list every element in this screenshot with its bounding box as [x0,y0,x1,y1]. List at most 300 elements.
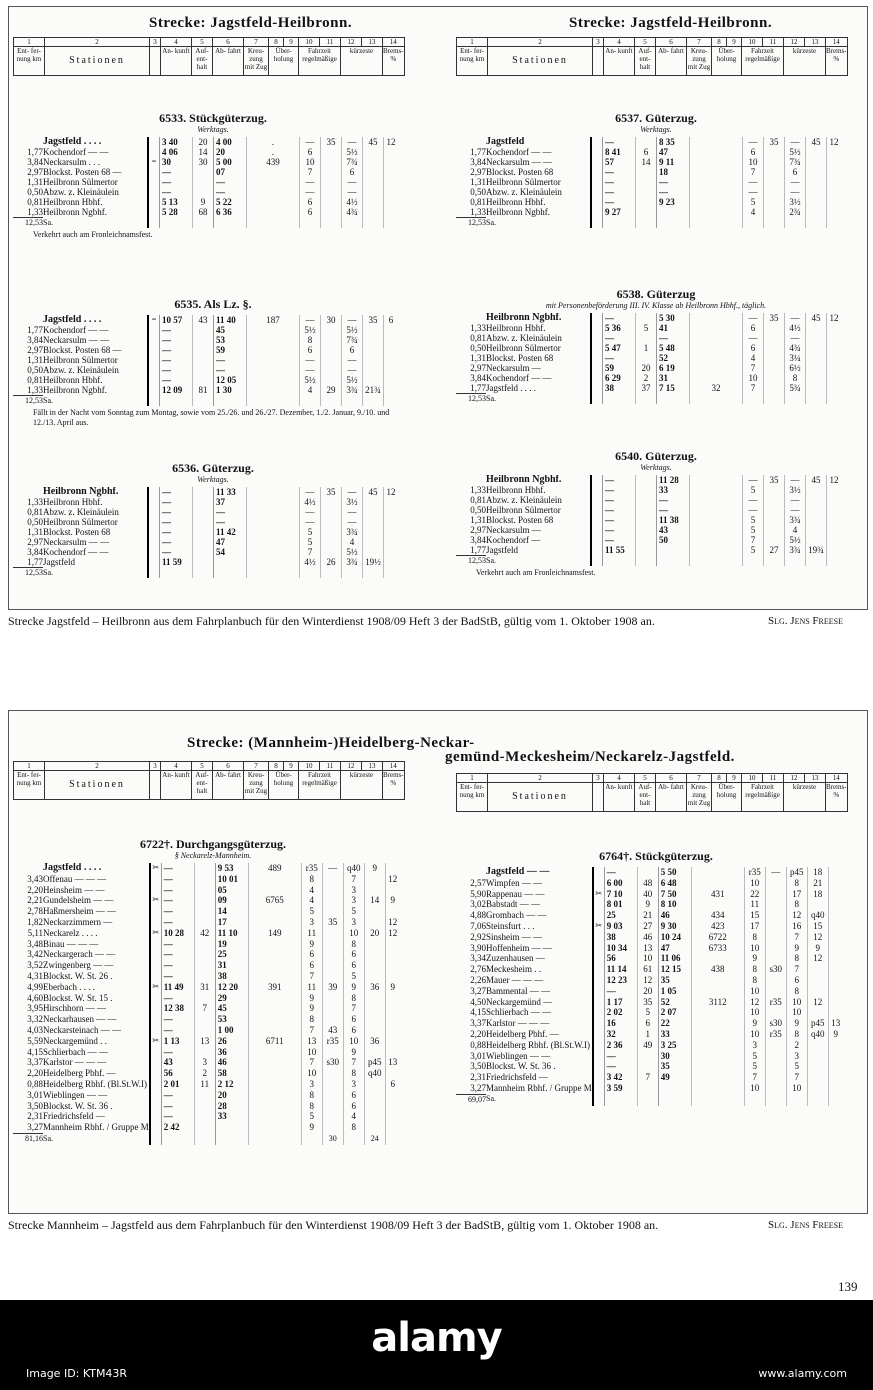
cell-r: — [743,495,764,505]
cell-r: — [743,137,764,147]
cell-kr: 6722 [691,932,744,943]
cell-r: — [743,475,764,485]
cell-r2 [765,932,786,943]
cell-mk [150,1111,162,1122]
column-number: 2 [45,38,150,47]
cell-r2 [322,874,343,885]
cell-br [828,1094,843,1105]
cell-f2 [806,535,827,545]
cell-km: 2,21 [27,895,43,906]
cell-r: 5 [743,197,764,207]
cell-dep: 29 [215,993,248,1004]
cell-dep: 3 25 [658,1040,691,1051]
cell-f2 [364,1122,385,1133]
cell-kr: 32 [690,383,743,394]
cell-r2 [764,343,785,353]
cell-dep: 59 [214,345,247,355]
cell-h [636,137,657,147]
cell-f2: 18 [807,867,828,878]
cell-dep: 2 07 [658,1007,691,1018]
cell-dep: 19 [215,939,248,950]
cell-mk [591,505,603,515]
cell-r: 5 [301,906,322,917]
cell-h: 14 [193,147,214,157]
cell-mk [593,1094,605,1105]
cell-r2 [321,345,342,355]
cell-st: Neckarhausen — — [43,1014,117,1025]
cell-r2: r35 [765,1029,786,1040]
cell-f [343,1133,364,1144]
table-row [13,885,400,896]
cell-arr: — [603,475,636,485]
timetable-plate-mannheim-jagstfeld [8,710,868,1214]
cell-h [637,1094,658,1105]
cell-dep: 45 [215,1003,248,1014]
table-row [456,373,841,383]
timetable-rows [13,487,398,578]
cell-kr [247,385,300,396]
cell-mk [148,557,160,568]
cell-arr: — [604,986,637,997]
cell-f: 3½ [785,485,806,495]
cell-h [636,556,657,567]
cell-h: 68 [193,207,214,218]
cell-arr: 12 23 [604,975,637,986]
cell-st: Blockst. Posten 68 — [43,345,122,355]
cell-dep: — [214,177,247,187]
cell-kr [247,517,300,527]
cell-km: 1,77 [27,325,43,335]
column-number: 5 [192,762,213,771]
cell-r2 [321,375,342,385]
header-stations: Stationen [488,47,593,76]
cell-f2: 24 [364,1133,385,1144]
cell-arr: — [161,874,194,885]
cell-h: 3 [194,1057,215,1068]
table-row [456,1094,843,1105]
cell-f: 6 [343,949,364,960]
cell-r2 [321,147,342,157]
header-regular-time: Fahrzeit regelmäßige [742,47,784,76]
cell-f: 6 [342,167,363,177]
cell-f2: 14 [364,895,385,906]
cell-arr: — [161,939,194,950]
cell-km: 1,77 [470,383,486,393]
table-row [13,547,398,557]
cell-r2: 35 [764,137,785,147]
cell-arr: 9 27 [603,207,636,218]
cell-br [384,568,399,579]
cell-f2 [363,207,384,218]
cell-br [827,373,842,383]
cell-r2 [765,1083,786,1094]
table-row [13,1003,400,1014]
cell-f2 [363,147,384,157]
table-row [13,335,398,345]
cell-dep: 31 [657,373,690,383]
cell-h [194,939,215,950]
cell-arr [160,568,193,579]
cell-st: Abzw. z. Kleinäulein [486,495,562,505]
cell-st: Neckarsulm . . . [43,157,100,167]
cell-r: — [300,517,321,527]
cell-arr: — [161,917,194,928]
cell-r: 5 [300,537,321,547]
cell-km: 3,27 [470,985,486,996]
cell-r2 [764,535,785,545]
cell-km: 1,77 [470,545,486,555]
cell-f2 [807,1094,828,1105]
cell-f2 [807,986,828,997]
cell-r: 4 [301,885,322,896]
cell-kr [690,323,743,333]
cell-kr [248,906,301,917]
cell-br [828,964,843,975]
column-number: 13 [362,762,383,771]
cell-km: 4,03 [27,1024,43,1035]
cell-kr [248,1079,301,1090]
cell-kr [247,197,300,207]
cell-km: 0,50 [27,365,43,375]
cell-h [636,218,657,229]
cell-h: 6 [637,1018,658,1029]
cell-h [194,1025,215,1036]
cell-st: Heilbronn Hbhf. [486,323,546,333]
cell-mk [148,177,160,187]
cell-f: — [342,355,363,365]
cell-arr: — [603,313,636,323]
cell-h [194,971,215,982]
cell-mk [150,1014,162,1025]
cell-h [193,527,214,537]
cell-km: 3,84 [470,373,486,383]
cell-mk [591,394,603,405]
cell-arr: 38 [604,932,637,943]
cell-f: 8 [786,986,807,997]
table-row [456,197,841,207]
cell-r: 12 [744,997,765,1008]
cell-mk [150,960,162,971]
cell-kr [691,899,744,910]
train-title: 6538. Güterzug [616,287,696,301]
column-number: 14 [383,762,405,771]
cell-f: 6 [343,960,364,971]
cell-st: Wieblingen — — [486,1050,551,1061]
cell-kr [248,1101,301,1112]
cell-r2 [765,943,786,954]
cell-mk: ✂ [150,863,162,874]
cell-mk [591,177,603,187]
cell-arr [603,394,636,405]
column-number: 10 [742,774,763,783]
cell-dep: — [657,505,690,515]
cell-st: Karlstor — — — [43,1057,107,1068]
table-row [13,1036,400,1047]
cell-dep: 9 30 [658,921,691,932]
column-number: 12 [784,774,805,783]
cell-arr: — [161,971,194,982]
cell-f: 4½ [342,197,363,207]
cell-arr: 6 29 [603,373,636,383]
cell-r: 6 [743,323,764,333]
cell-kr [690,313,743,323]
train-note: Verkehrt auch am Fronleichnamsfest. [33,230,153,239]
cell-mk [591,343,603,353]
header-distance: Ent- fer- nung km [457,47,488,76]
cell-km: 2,78 [27,906,43,917]
cell-br [384,218,399,229]
cell-kr [691,878,744,889]
cell-r2 [765,1072,786,1083]
cell-br [384,375,399,385]
table-row [456,910,843,921]
cell-st: Blockst. Posten 68 [486,353,554,363]
cell-kr [248,1014,301,1025]
cell-r: 17 [744,921,765,932]
cell-f: 3¼ [785,353,806,363]
cell-f: 9 [786,1018,807,1029]
cell-kr [690,363,743,373]
cell-f2: p45 [807,1018,828,1029]
cell-dep: 50 [657,535,690,545]
cell-mk: ✂ [150,928,162,939]
cell-f: — [785,495,806,505]
cell-st: Mannheim Rbhf. / Gruppe M [486,1083,592,1094]
cell-arr: — [603,525,636,535]
cell-br: 12 [385,928,400,939]
cell-km: 3,90 [470,942,486,953]
timetable-plate-jagstfeld-heilbronn [8,6,868,610]
cell-f: 6 [785,167,806,177]
cell-kr [247,345,300,355]
cell-dep: — [214,187,247,197]
cell-r: 6 [300,345,321,355]
cell-br: 13 [385,1057,400,1068]
cell-f2 [806,187,827,197]
cell-r2 [764,353,785,363]
cell-f2 [364,960,385,971]
table-row [13,396,398,407]
cell-km: 12,53 [456,556,486,567]
cell-km: 3,48 [27,938,43,949]
cell-dep: 1 30 [214,385,247,396]
header-blank [593,783,604,812]
cell-mk [148,375,160,385]
cell-kr [691,1051,744,1062]
cell-kr [247,527,300,537]
column-number: 4 [161,38,192,47]
cell-h: 21 [637,910,658,921]
cell-km: 2,31 [470,1072,486,1083]
cell-dep [214,218,247,229]
cell-st: Kochendorf — — [486,373,552,383]
cell-arr: 11 14 [604,964,637,975]
cell-br [385,1025,400,1036]
cell-km: 1,33 [27,207,43,217]
header-brake: Brems-% [826,47,848,76]
cell-f: 3½ [785,197,806,207]
cell-r [301,1133,322,1144]
cell-mk [591,157,603,167]
cell-dep: 4 00 [214,137,247,147]
cell-br [384,187,399,197]
table-row [456,1029,843,1040]
cell-dep: 31 [215,960,248,971]
cell-f2 [806,177,827,187]
cell-kr [691,975,744,986]
cell-br [385,939,400,950]
table-row [456,177,841,187]
cell-f: 8 [786,899,807,910]
cell-f2: 12 [807,932,828,943]
cell-kr [247,568,300,579]
cell-r2 [764,394,785,405]
cell-r: 8 [744,932,765,943]
table-row [13,197,398,207]
train-title: 6537. Güterzug. [615,111,697,125]
cell-arr: 25 [604,910,637,921]
cell-h [193,507,214,517]
cell-f: 4¾ [342,207,363,218]
cell-r: 8 [301,1090,322,1101]
header-brake: Brems-% [826,783,848,812]
cell-r: — [743,333,764,343]
cell-r2 [322,960,343,971]
cell-km: 4,88 [470,910,486,921]
cell-arr: 10 57 [160,315,193,325]
cell-r: — [743,187,764,197]
column-number: 9 [727,38,742,47]
cell-r2 [321,527,342,537]
cell-dep [214,557,247,568]
cell-f: 4¾ [785,343,806,353]
column-number: 3 [593,38,604,47]
cell-f2 [363,197,384,207]
column-number: 10 [299,762,320,771]
cell-km: 0,50 [27,517,43,527]
header-arrival: An- kunft [161,47,192,76]
cell-st: Sa. [486,217,496,227]
cell-mk [591,218,603,229]
cell-f2 [363,517,384,527]
cell-f: — [785,475,806,485]
cell-st: Sa. [43,395,53,405]
cell-f2 [364,939,385,950]
cell-km: 1,33 [470,323,486,333]
cell-kr [248,1090,301,1101]
cell-arr: 2 02 [604,1007,637,1018]
cell-km: 12,53 [13,568,43,579]
cell-f2 [364,917,385,928]
cell-f2 [364,1111,385,1122]
cell-km: 3,84 [27,335,43,345]
cell-f: 4 [343,1111,364,1122]
cell-br [384,517,399,527]
cell-km: 2,97 [470,363,486,373]
cell-dep: 12 15 [658,964,691,975]
table-row [456,363,841,373]
cell-km: 1,33 [470,207,486,217]
cell-arr: 5 28 [160,207,193,218]
cell-km [13,487,43,497]
cell-dep: 9 53 [215,863,248,874]
header-departure: Ab- fahrt [213,771,244,800]
cell-h: 12 [637,975,658,986]
cell-km: 1,82 [27,916,43,927]
cell-km: 1,77 [27,557,43,567]
cell-st: Mannheim Rbhf. / Gruppe M [43,1122,149,1133]
column-number: 2 [488,774,593,783]
table-row [13,187,398,197]
cell-f2 [364,1079,385,1090]
cell-kr [690,485,743,495]
cell-h [194,1090,215,1101]
cell-mk [593,1051,605,1062]
cell-mk: = [148,315,160,325]
cell-br [828,867,843,878]
cell-arr: 4 06 [160,147,193,157]
cell-st: Sa. [486,1094,496,1104]
cell-r2 [322,993,343,1004]
cell-h [637,1051,658,1062]
cell-r2 [764,177,785,187]
cell-f2 [806,333,827,343]
plate-caption: Strecke Jagstfeld – Heilbronn aus dem Fahrplanbuch für den Winterdienst 1908/09 Heft 3 der BadStB, gültig vom 1. Oktober 1908 an. [8,614,655,628]
cell-st: Kochendorf — — [486,147,552,157]
header-stations: Stationen [488,783,593,812]
cell-r: 3 [301,917,322,928]
cell-mk [150,1079,162,1090]
cell-br [827,556,842,567]
cell-dep: 30 [658,1051,691,1062]
cell-r2: s30 [765,1018,786,1029]
cell-f: 7¾ [342,335,363,345]
cell-f: 5½ [785,535,806,545]
cell-h [193,375,214,385]
cell-arr: — [160,187,193,197]
cell-dep: 49 [658,1072,691,1083]
cell-km: 1,77 [27,147,43,157]
cell-km: 2,20 [27,884,43,895]
timetable-rows [13,863,400,1145]
cell-st: Blockst. Posten 68 [43,527,111,537]
table-row [13,365,398,375]
cell-dep [214,568,247,579]
cell-f: 10 [343,928,364,939]
table-row [13,928,400,939]
cell-r: 7 [743,383,764,394]
cell-dep: — [214,517,247,527]
cell-r: 8 [301,1014,322,1025]
cell-f2 [807,975,828,986]
cell-h [636,535,657,545]
cell-km: 1,31 [27,177,43,187]
cell-br [384,335,399,345]
cell-km: 2,97 [27,537,43,547]
column-number: 1 [457,774,488,783]
cell-st: Rappenau — — [486,888,545,899]
cell-f: 7 [343,1003,364,1014]
cell-f [785,394,806,405]
cell-f2 [364,1090,385,1101]
cell-mk [591,137,603,147]
cell-r: 6 [301,949,322,960]
cell-f2: 45 [363,487,384,497]
cell-f2 [363,157,384,167]
column-number: 3 [150,762,161,771]
cell-arr: — [161,895,194,906]
column-number: 8 [269,762,284,771]
